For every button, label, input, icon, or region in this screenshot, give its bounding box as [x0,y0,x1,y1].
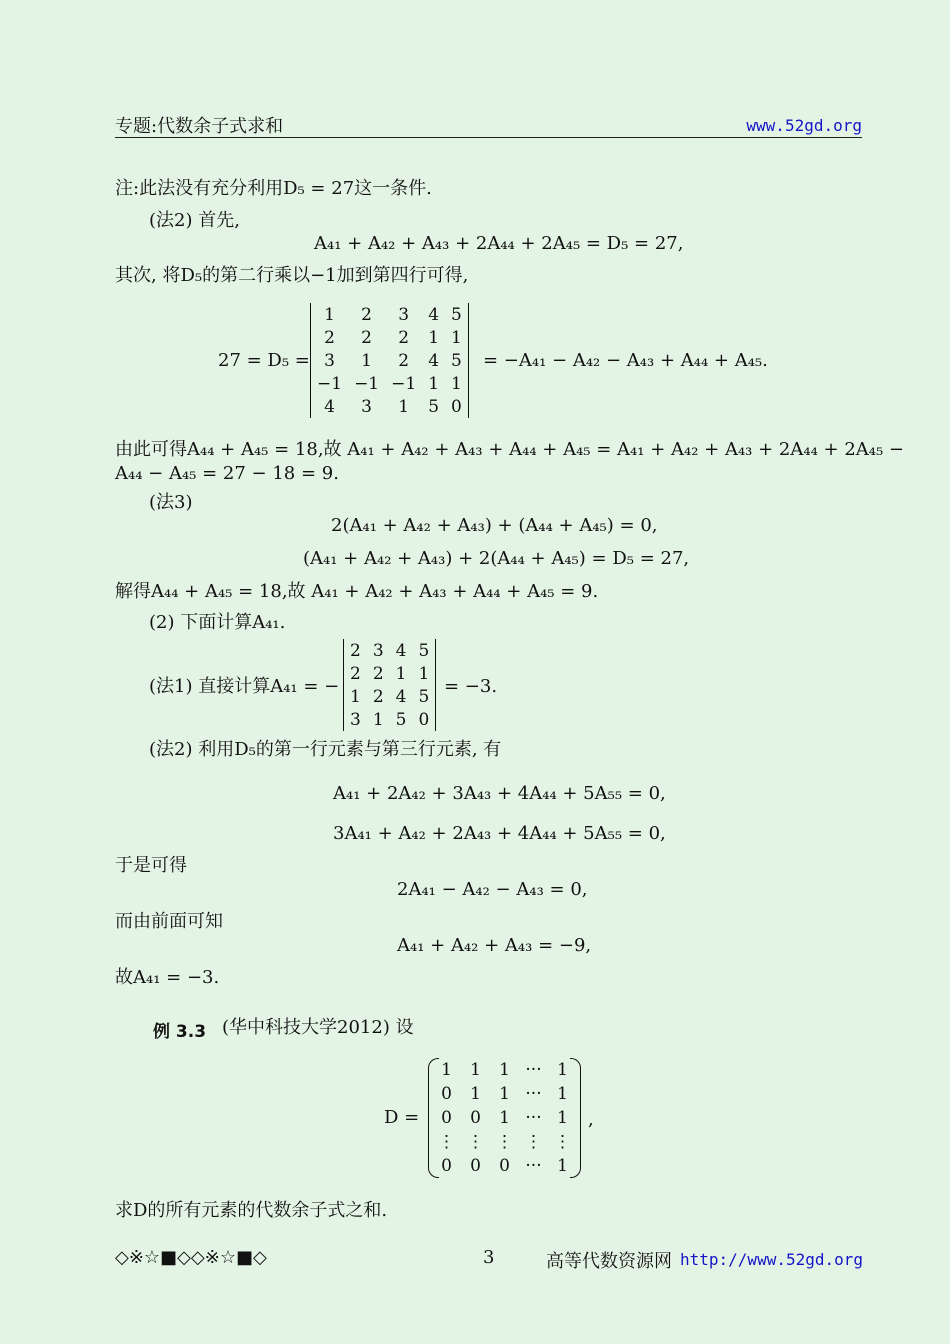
matrix-d-row [432,1106,577,1130]
det5-cell: 3 [398,304,410,325]
determinant-4x4 [343,639,436,731]
det4-cell: 2 [372,686,384,707]
det4-cell: 2 [350,663,361,684]
direct-calc-label: (法1) 直接计算A₄₁ = − [149,676,340,697]
determinant-5x5 [310,303,469,418]
previous-text: 而由前面可知 [115,911,223,932]
left-paren [428,1058,439,1178]
matrix-d-cell: 1 [499,1108,510,1128]
det4-cell: 3 [372,640,384,661]
det4-cell: 1 [350,686,361,707]
det4-row [344,708,435,731]
solve-text: 解得A₄₄ + A₄₅ = 18,故 A₄₁ + A₄₂ + A₄₃ + A₄₄ + A₄₅ = 9. [115,581,599,602]
matrix-d-row [432,1058,577,1082]
det4-cell: 5 [395,709,407,730]
det4-row [344,639,435,662]
matrix-d-cell: ··· [525,1108,542,1128]
det5-row [311,349,468,372]
equation-1: A₄₁ + A₄₂ + A₄₃ + 2A₄₄ + 2A₄₅ = D₅ = 27, [314,233,684,254]
matrix-d-row [432,1082,577,1106]
header-url-link[interactable]: www.52gd.org [746,116,862,135]
direct-calc-result: = −3. [444,676,498,697]
header-rule [115,137,862,138]
matrix-lhs: D = [384,1107,420,1128]
matrix-d-cell: 1 [557,1108,568,1128]
det5-cell: 1 [324,304,335,325]
det4-cell: 0 [418,709,430,730]
det5-cell: 2 [398,350,410,371]
det5-cell: 4 [428,350,440,371]
det5-cell: 2 [398,327,410,348]
det4-cell: 1 [418,663,430,684]
det4-cell: 4 [395,686,407,707]
page-number: 3 [483,1247,495,1268]
det5-cell: 5 [451,350,462,371]
derive-line-1: 由此可得A₄₄ + A₄₅ = 18,故 A₄₁ + A₄₂ + A₄₃ + A₄₄ + A₄₅ = A₄₁ + A₄₂ + A₄₃ + 2A₄₄ + 2A₄₅ − [115,439,905,460]
next-step-text: 其次, 将D₅的第二行乘以−1加到第四行可得, [115,265,469,286]
matrix-d-cell: ⋮ [496,1132,513,1152]
example-label: 例 3.3 [153,1022,207,1042]
matrix-d-row [432,1130,577,1154]
matrix-d-cell: 0 [499,1156,510,1176]
det5-cell: 1 [451,327,462,348]
matrix-d-cell: ⋮ [554,1132,571,1152]
matrix-d-cell: ··· [525,1060,542,1080]
matrix-d-cell: ··· [525,1156,542,1176]
matrix-d-cell: 1 [557,1156,568,1176]
part2-label: (2) 下面计算A₄₁. [149,612,286,633]
det5-cell: 3 [324,350,335,371]
note-text: 注:此法没有充分利用D₅ = 27这一条件. [115,178,432,199]
matrix-d-cell: 0 [441,1156,452,1176]
det5-cell: 1 [428,327,440,348]
matrix-d-cell: 1 [557,1084,568,1104]
det5-cell: 2 [361,327,372,348]
example-text: (华中科技大学2012) 设 [222,1017,414,1038]
det5-cell: 1 [451,373,462,394]
det4-cell: 5 [418,686,430,707]
equation-d: A₄₁ + A₄₂ + A₄₃ = −9, [397,935,592,956]
matrix-d-cell: 0 [470,1108,481,1128]
det4-row [344,662,435,685]
det5-cell: 4 [428,304,440,325]
det5-cell: 1 [398,396,410,417]
matrix-d-cell: 1 [557,1060,568,1080]
det4-cell: 2 [350,640,361,661]
method3-label: (法3) [149,492,193,513]
det5-cell: −1 [391,373,417,394]
matrix-d-cell: 1 [470,1060,481,1080]
det5-cell: 2 [324,327,335,348]
det4-cell: 2 [372,663,384,684]
det5-row [311,303,468,326]
matrix-d-row [432,1154,577,1178]
det5-cell: 2 [361,304,372,325]
matrix-d-cell: 1 [499,1060,510,1080]
matrix-d-cell: 1 [499,1084,510,1104]
method3-equation-1: 2(A₄₁ + A₄₂ + A₄₃) + (A₄₄ + A₄₅) = 0, [331,515,658,536]
det5-cell: 3 [361,396,372,417]
det4-cell: 4 [395,640,407,661]
det5-cell: 0 [451,396,462,417]
det5-cell: 5 [451,304,462,325]
det5-row [311,395,468,418]
matrix-d-cell: 1 [441,1060,452,1080]
det4-cell: 1 [372,709,384,730]
so-text: 于是可得 [115,855,187,876]
matrix-d-cell: 1 [470,1084,481,1104]
det5-cell: −1 [354,373,380,394]
det5-cell: 5 [428,396,440,417]
det5-cell: 4 [324,396,335,417]
det5-cell: 1 [361,350,372,371]
det4-cell: 1 [395,663,407,684]
det4-cell: 3 [350,709,361,730]
footer-site-name: 高等代数资源网 [546,1251,672,1272]
matrix-d-cell: ⋮ [467,1132,484,1152]
det5-row [311,372,468,395]
method3-equation-2: (A₄₁ + A₄₂ + A₄₃) + 2(A₄₄ + A₄₅) = D₅ = 27, [303,548,690,569]
matrix-d-cell: 0 [470,1156,481,1176]
matrix-d-cell: 0 [441,1084,452,1104]
footer-symbols: ◇※☆■◇◇※☆■◇ [115,1247,267,1268]
footer-site-link[interactable]: http://www.52gd.org [680,1250,864,1269]
det5-cell: −1 [317,373,343,394]
matrix-tail: , [588,1109,594,1130]
method2b-label: (法2) 利用D₅的第一行元素与第三行元素, 有 [149,739,502,760]
header-title: 专题:代数余子式求和 [115,116,284,137]
matrix-d-cell: ⋮ [525,1132,542,1152]
equation-c: 2A₄₁ − A₄₂ − A₄₃ = 0, [397,879,588,900]
right-paren [570,1058,581,1178]
question-text: 求D的所有元素的代数余子式之和. [115,1200,388,1221]
matrix-d-cell: ⋮ [438,1132,455,1152]
det5-rhs: = −A₄₁ − A₄₂ − A₄₃ + A₄₄ + A₄₅. [483,350,768,371]
matrix-d-cell: 0 [441,1108,452,1128]
therefore-text: 故A₄₁ = −3. [115,967,220,988]
matrix-D [432,1058,577,1178]
det5-cell: 1 [428,373,440,394]
equation-b1: A₄₁ + 2A₄₂ + 3A₄₃ + 4A₄₄ + 5A₅₅ = 0, [333,783,666,804]
det4-row [344,685,435,708]
det4-cell: 5 [418,640,430,661]
derive-line-2: A₄₄ − A₄₅ = 27 − 18 = 9. [115,463,339,484]
matrix-d-cell: ··· [525,1084,542,1104]
equation-b2: 3A₄₁ + A₄₂ + 2A₄₃ + 4A₄₄ + 5A₅₅ = 0, [333,823,666,844]
method2-label: (法2) 首先, [149,210,240,231]
det5-lhs: 27 = D₅ = [218,350,310,371]
det5-row [311,326,468,349]
